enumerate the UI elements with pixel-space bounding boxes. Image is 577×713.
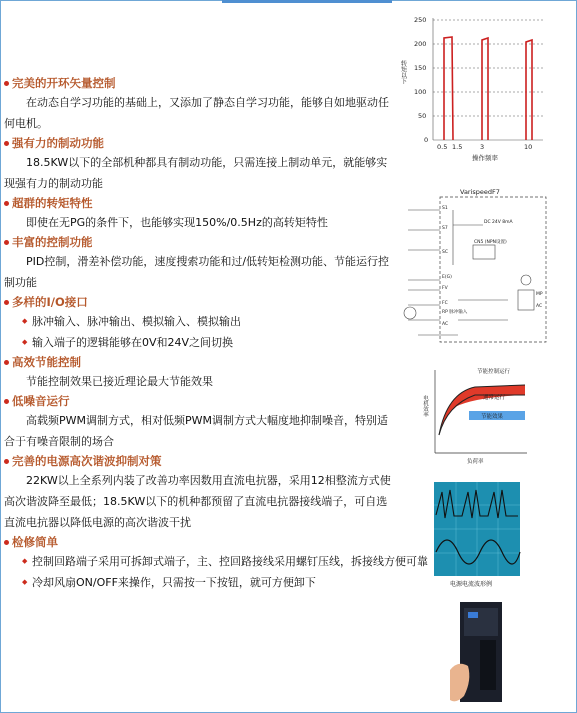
- feature-bullet-text: 控制回路端子采用可拆卸式端子，主、控回路接线采用螺钉压线，拆接线方便可靠: [32, 555, 428, 568]
- feature-section: [4, 233, 396, 293]
- wiring-label: AC: [536, 304, 543, 309]
- feature-heading: 高效节能控制: [4, 353, 396, 371]
- energy-saving-chart: [405, 365, 535, 470]
- inverter-photo: [450, 600, 510, 710]
- torque-ytick: 100: [414, 88, 427, 96]
- torque-chart: [400, 10, 550, 170]
- wiring-label: CN5 (NPN设置): [474, 240, 507, 245]
- torque-xtick: 10: [524, 143, 533, 151]
- wiring-label: FV: [442, 286, 448, 291]
- feature-bullet: [4, 551, 428, 572]
- torque-ytick: 50: [418, 112, 427, 120]
- wiring-label: MP: [536, 292, 543, 297]
- torque-xtick: 1.5: [452, 143, 463, 151]
- torque-ytick: 200: [414, 40, 427, 48]
- feature-description: 高载频PWM调制方式，相对低频PWM调制方式大幅度地抑制噪音，特别适合于有噪音限制的场合: [4, 414, 388, 448]
- feature-bullet-text: 输入端子的逻辑能够在0V和24V之间切换: [32, 336, 234, 349]
- feature-section: [4, 353, 396, 392]
- wiring-label: AC: [442, 322, 449, 327]
- wiring-label: DC 24V 8mA: [484, 220, 513, 225]
- torque-ytick: 0: [424, 136, 429, 144]
- wiring-label: RP 脉冲输入: [442, 310, 468, 315]
- feature-bullet-text: 脉冲输入、脉冲输出、模拟输入、模拟输出: [32, 315, 241, 328]
- feature-heading: 低噪音运行: [4, 392, 396, 410]
- feature-section: [4, 74, 396, 134]
- torque-xtick: 3: [480, 143, 485, 151]
- feature-description: 节能控制效果已接近理论最大节能效果: [26, 375, 213, 388]
- feature-heading: 完美的开环矢量控制: [4, 74, 396, 92]
- feature-heading: 多样的I/O接口: [4, 293, 396, 311]
- wiring-title: VarispeedF7: [460, 188, 500, 196]
- feature-section: [4, 293, 396, 353]
- feature-bullet: [4, 572, 396, 593]
- torque-ylabel: 转矩以下: [400, 60, 407, 84]
- torque-xtick: 0.5: [437, 143, 448, 151]
- torque-xlabel: 操作频率: [472, 154, 498, 162]
- energy-legend: 节能控制运行: [477, 369, 511, 375]
- feature-heading: 超群的转矩特性: [4, 194, 396, 212]
- feature-heading: 检修简单: [4, 533, 396, 551]
- feature-description: 在动态自学习功能的基础上，又添加了静态自学习功能，能够自如地驱动任何电机。: [4, 96, 389, 130]
- feature-description: 22KW以上全系列内装了改善功率因数用直流电抗器，采用12相整流方式使高次谐波降至最低；18.5KW以下的机种都预留了直流电抗器接线端子，可自选直流电抗器以降低电源的高次谐波干扰: [4, 474, 391, 529]
- wiring-label: S7: [442, 226, 448, 231]
- wiring-diagram: [398, 185, 553, 365]
- feature-heading: 强有力的制动功能: [4, 134, 396, 152]
- feature-description: PID控制，滑差补偿功能，速度搜索功能和过/低转矩检测功能、节能运行控制功能: [4, 255, 390, 289]
- feature-description: 即使在无PG的条件下，也能够实现150%/0.5Hz的高转矩特性: [26, 216, 328, 229]
- torque-ytick: 150: [414, 64, 427, 72]
- wiring-label: SC: [442, 250, 448, 255]
- energy-xlabel: 负荷率: [467, 459, 484, 465]
- feature-section: [4, 452, 396, 533]
- energy-legend: 通常运行: [483, 395, 506, 401]
- feature-description: 18.5KW以下的全部机种都具有制动功能，只需连接上制动单元，就能够实现强有力的制动功能: [4, 156, 388, 190]
- wiring-label: S1: [442, 206, 448, 211]
- feature-heading: 丰富的控制功能: [4, 233, 396, 251]
- feature-bullet-text: 冷却风扇ON/OFF来操作，只需按一下按钮，就可方便卸下: [32, 576, 316, 589]
- current-waveform: [432, 480, 522, 590]
- waveform-caption: 电源电流波形例: [450, 581, 493, 588]
- top-accent-bar: [222, 0, 392, 3]
- torque-ytick: 250: [414, 16, 427, 24]
- energy-ylabel: 电机效率: [422, 395, 428, 417]
- feature-bullet: [4, 332, 396, 353]
- feature-heading: 完善的电源高次谐波抑制对策: [4, 452, 396, 470]
- feature-section: [4, 134, 396, 194]
- feature-section: [4, 194, 396, 233]
- wiring-label: FC: [442, 301, 448, 306]
- energy-legend: 节能效果: [481, 414, 504, 420]
- feature-section: [4, 392, 396, 452]
- feature-bullet: [4, 311, 396, 332]
- feature-section: [4, 533, 428, 593]
- wiring-label: E(G): [442, 275, 452, 280]
